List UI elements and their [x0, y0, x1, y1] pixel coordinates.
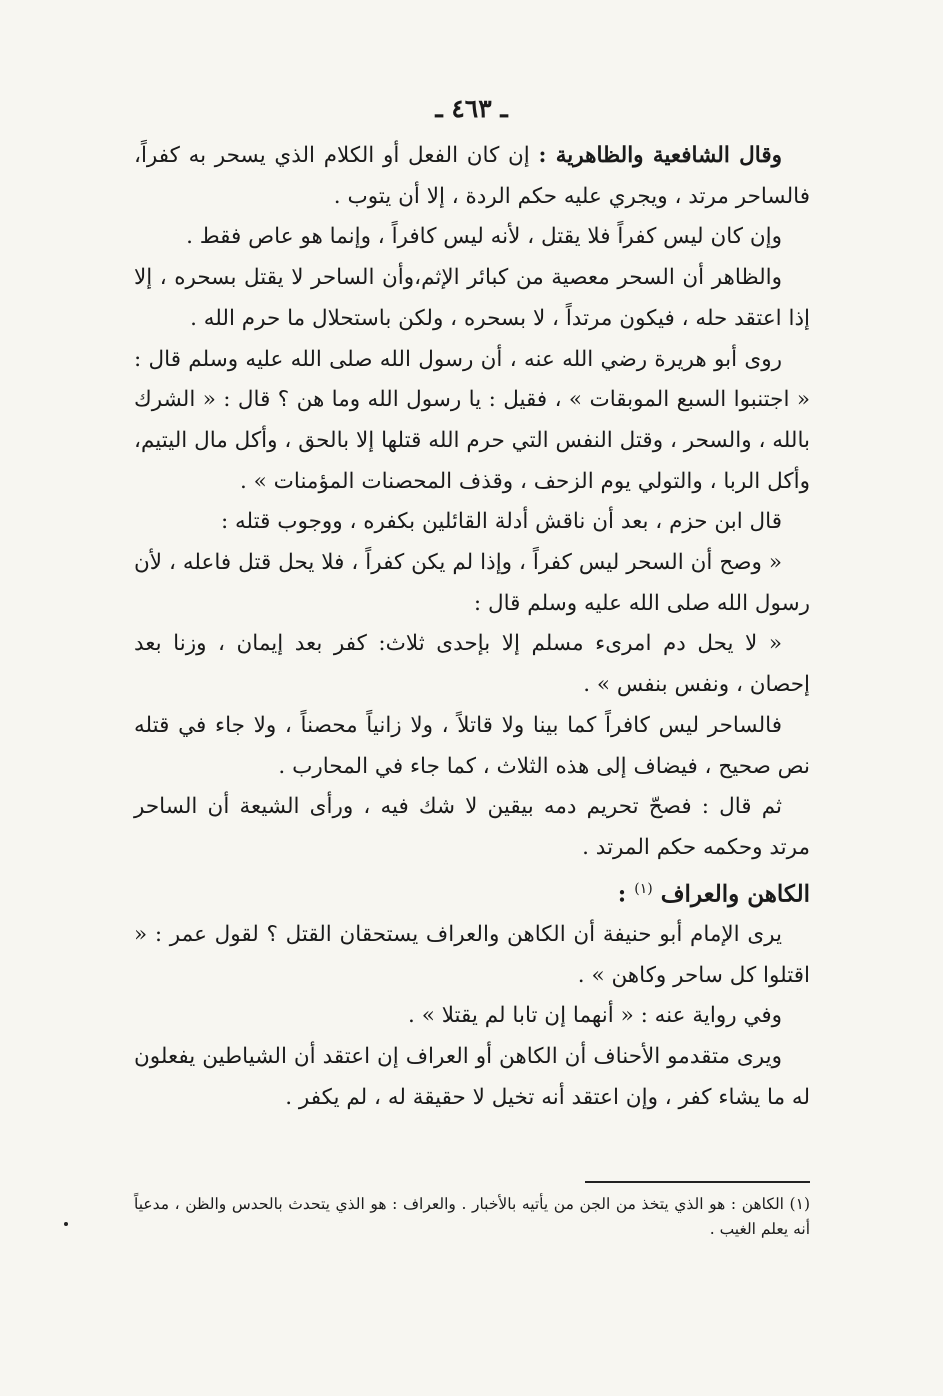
- paragraph: وقال الشافعية والظاهرية : إن كان الفعل أو الكلام الذي يسحر به كفراً، فالساحر مرتد ، ويجري عليه حكم الردة ، إلا أن يتوب .: [134, 143, 810, 209]
- footnote-marker: (١): [634, 880, 653, 897]
- paragraph: فالساحر ليس كافراً كما بينا ولا قاتلاً ، ولا زانياً محصناً ، ولا جاء في قتله نص صحيح ، فيضاف إلى هذه الثلاث ، كما جاء في المحارب .: [134, 712, 810, 779]
- body-text: [134, 136, 810, 1119]
- paragraph: وإن كان ليس كفراً فلا يقتل ، لأنه ليس كافراً ، وإنما هو عاص فقط .: [186, 224, 782, 250]
- page-number: ـ ٤٦٣ ـ: [435, 94, 508, 123]
- section-heading: الكاهن والعراف $^{(١)}$ :: [617, 880, 810, 908]
- paragraph: « وصح أن السحر ليس كفراً ، وإذا لم يكن كفراً ، فلا يحل قتل فاعله ، لأن رسول الله صلى الله عليه وسلم قال :: [134, 550, 810, 616]
- footnote-divider: [585, 1181, 810, 1183]
- paragraph: ويرى متقدمو الأحناف أن الكاهن أو العراف إن اعتقد أن الشياطين يفعلون له ما يشاء كفر ، وإن اعتقد أنه تخيل لا حقيقة له ، لم يكفر .: [134, 1044, 810, 1110]
- footnote: (١) الكاهن : هو الذي يتخذ من الجن من يأتيه بالأخبار . والعراف : هو الذي يتحدث بالحدس والظن ، مدعياً أنه يعلم الغيب .: [134, 1195, 810, 1238]
- paragraph: قال ابن حزم ، بعد أن ناقش أدلة القائلين بكفره ، ووجوب قتله :: [220, 509, 782, 535]
- paragraph: يرى الإمام أبو حنيفة أن الكاهن والعراف يستحقان القتل ؟ لقول عمر : « اقتلوا كل ساحر وكاهن » .: [134, 922, 810, 988]
- paragraph: وفي رواية عنه : « أنهما إن تابا لم يقتلا » .: [408, 1003, 782, 1029]
- paragraph: والظاهر أن السحر معصية من كبائر الإثم،وأن الساحر لا يقتل بسحره ، إلا إذا اعتقد حله ، فيكون مرتداً ، لا بسحره ، ولكن باستحلال ما حرم الله .: [134, 265, 810, 331]
- margin-dot: [64, 1222, 68, 1226]
- paragraph: روى أبو هريرة رضي الله عنه ، أن رسول الله صلى الله عليه وسلم قال : « اجتنبوا السبع الموبقات » ، فقيل : يا رسول الله وما هن ؟ قال : « الشرك بالله ، والسحر ، وقتل النفس التي حرم الله قتلها إلا بالحق ، وأكل مال اليتيم، وأكل الربا ، والتولي يوم الزحف ، وقذف المحصنات المؤمنات » .: [134, 346, 810, 494]
- paragraph-lead: وقال الشافعية والظاهرية :: [538, 143, 782, 168]
- paragraph: « لا يحل دم امرىء مسلم إلا بإحدى ثلاث: كفر بعد إيمان ، وزنا بعد إحصان ، ونفس بنفس » .: [134, 631, 810, 698]
- paragraph: ثم قال : فصحّ تحريم دمه بيقين لا شك فيه ، ورأى الشيعة أن الساحر مرتد وحكمه حكم المرتد .: [134, 794, 810, 860]
